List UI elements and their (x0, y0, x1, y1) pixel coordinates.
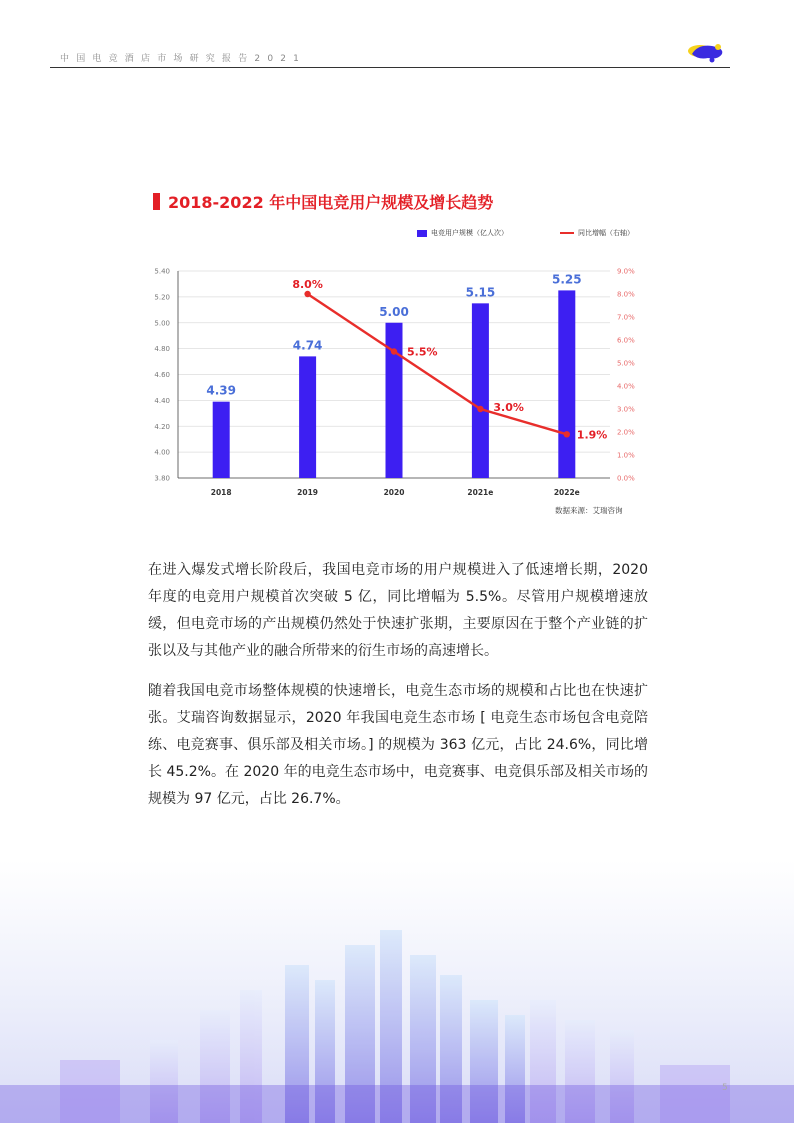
y-left-tick-label: 4.60 (154, 371, 170, 379)
bar (472, 303, 489, 478)
bar-data-label: 4.39 (206, 383, 237, 398)
y-right-tick-label: 3.0% (617, 405, 635, 414)
y-right-tick-label: 5.0% (617, 359, 635, 368)
y-left-tick-label: 5.20 (154, 293, 170, 302)
line-point (564, 431, 570, 437)
x-tick-label: 2021e (467, 488, 494, 497)
bar (386, 323, 403, 478)
y-right-tick-label: 7.0% (617, 313, 635, 322)
legend-bar-swatch (417, 230, 427, 237)
paragraph-1: 在进入爆发式增长阶段后，我国电竞市场的用户规模进入了低速增长期，2020 年度的电竞用户规模首次突破 5 亿，同比增幅为 5.5%。尽管用户规模增速放缓，但电竞市场的产出规模仍然处于快速扩张期，主要原因在于整个产业链的扩张以及与其他产业的融合所带来的衍生市场的高速增长。 (148, 562, 648, 659)
bar (213, 402, 230, 478)
legend-bar-entry (417, 228, 508, 238)
chart-title: 2018-2022 年中国电竞用户规模及增长趋势 (168, 193, 494, 212)
logo-icon (688, 40, 726, 66)
legend-bar-label: 电竞用户规模（亿人次） (431, 229, 508, 237)
x-tick-label: 2018 (210, 488, 232, 497)
bar-data-label: 5.25 (551, 272, 582, 287)
report-header-title: 中国电竞酒店市场研究报告2021 (60, 54, 307, 64)
bar-data-label: 5.15 (465, 285, 496, 300)
paragraph-2: 随着我国电竞市场整体规模的快速增长，电竞生态市场的规模和占比也在快速扩张。艾瑞咨询数据显示，2020 年我国电竞生态市场 [ 电竞生态市场包含电竞陪练、电竞赛事、俱乐部及相关市场。] 的规模为 363 亿元，占比 24.6%，同比增长 45.2%。在 2020 年的电竞生态市场中，电竞赛事、电竞俱乐部及相关市场的规模为 97 亿元，占比 26.7%。 (148, 683, 648, 807)
line-data-label: 3.0% (493, 401, 524, 414)
y-left-tick-label: 3.80 (154, 474, 170, 483)
bar (299, 356, 316, 478)
y-right-tick-label: 2.0% (617, 428, 635, 437)
user-scale-chart (140, 258, 640, 523)
line-data-label: 8.0% (292, 278, 323, 291)
y-left-tick-label: 5.00 (154, 319, 170, 328)
line-point (304, 291, 310, 297)
y-left-tick-label: 5.40 (154, 267, 170, 276)
line-point (477, 406, 483, 412)
line-point (391, 348, 397, 354)
chart-source: 数据来源：艾瑞咨询 (555, 506, 623, 515)
line-data-label: 5.5% (407, 345, 438, 359)
y-left-tick-label: 4.00 (154, 448, 170, 457)
y-right-tick-label: 0.0% (617, 474, 635, 483)
y-right-tick-label: 8.0% (617, 290, 635, 299)
header-divider (50, 67, 730, 68)
y-right-tick-label: 1.0% (617, 451, 635, 460)
x-tick-label: 2020 (383, 488, 405, 497)
y-right-tick-label: 9.0% (617, 267, 635, 276)
title-accent-bar (153, 193, 160, 210)
y-left-tick-label: 4.80 (154, 345, 170, 354)
legend-line-entry (560, 228, 634, 238)
line-data-label: 1.9% (576, 428, 608, 442)
bar-data-label: 4.74 (292, 338, 323, 353)
city-skyline-illustration (0, 860, 794, 1123)
y-left-tick-label: 4.40 (154, 396, 170, 405)
y-left-tick-label: 4.20 (154, 422, 170, 431)
chart-svg (140, 258, 640, 523)
chart-section-title (153, 190, 493, 213)
legend-line-swatch (560, 232, 574, 234)
bar-data-label: 5.00 (379, 304, 409, 319)
bar (558, 290, 575, 478)
legend-line-label: 同比增幅（右轴） (578, 229, 634, 237)
growth-line (308, 294, 567, 434)
x-tick-label: 2019 (297, 488, 319, 497)
y-right-tick-label: 6.0% (617, 336, 635, 345)
x-tick-label: 2022e (553, 488, 580, 497)
y-right-tick-label: 4.0% (617, 382, 635, 391)
page-number: 5 (722, 1083, 728, 1093)
